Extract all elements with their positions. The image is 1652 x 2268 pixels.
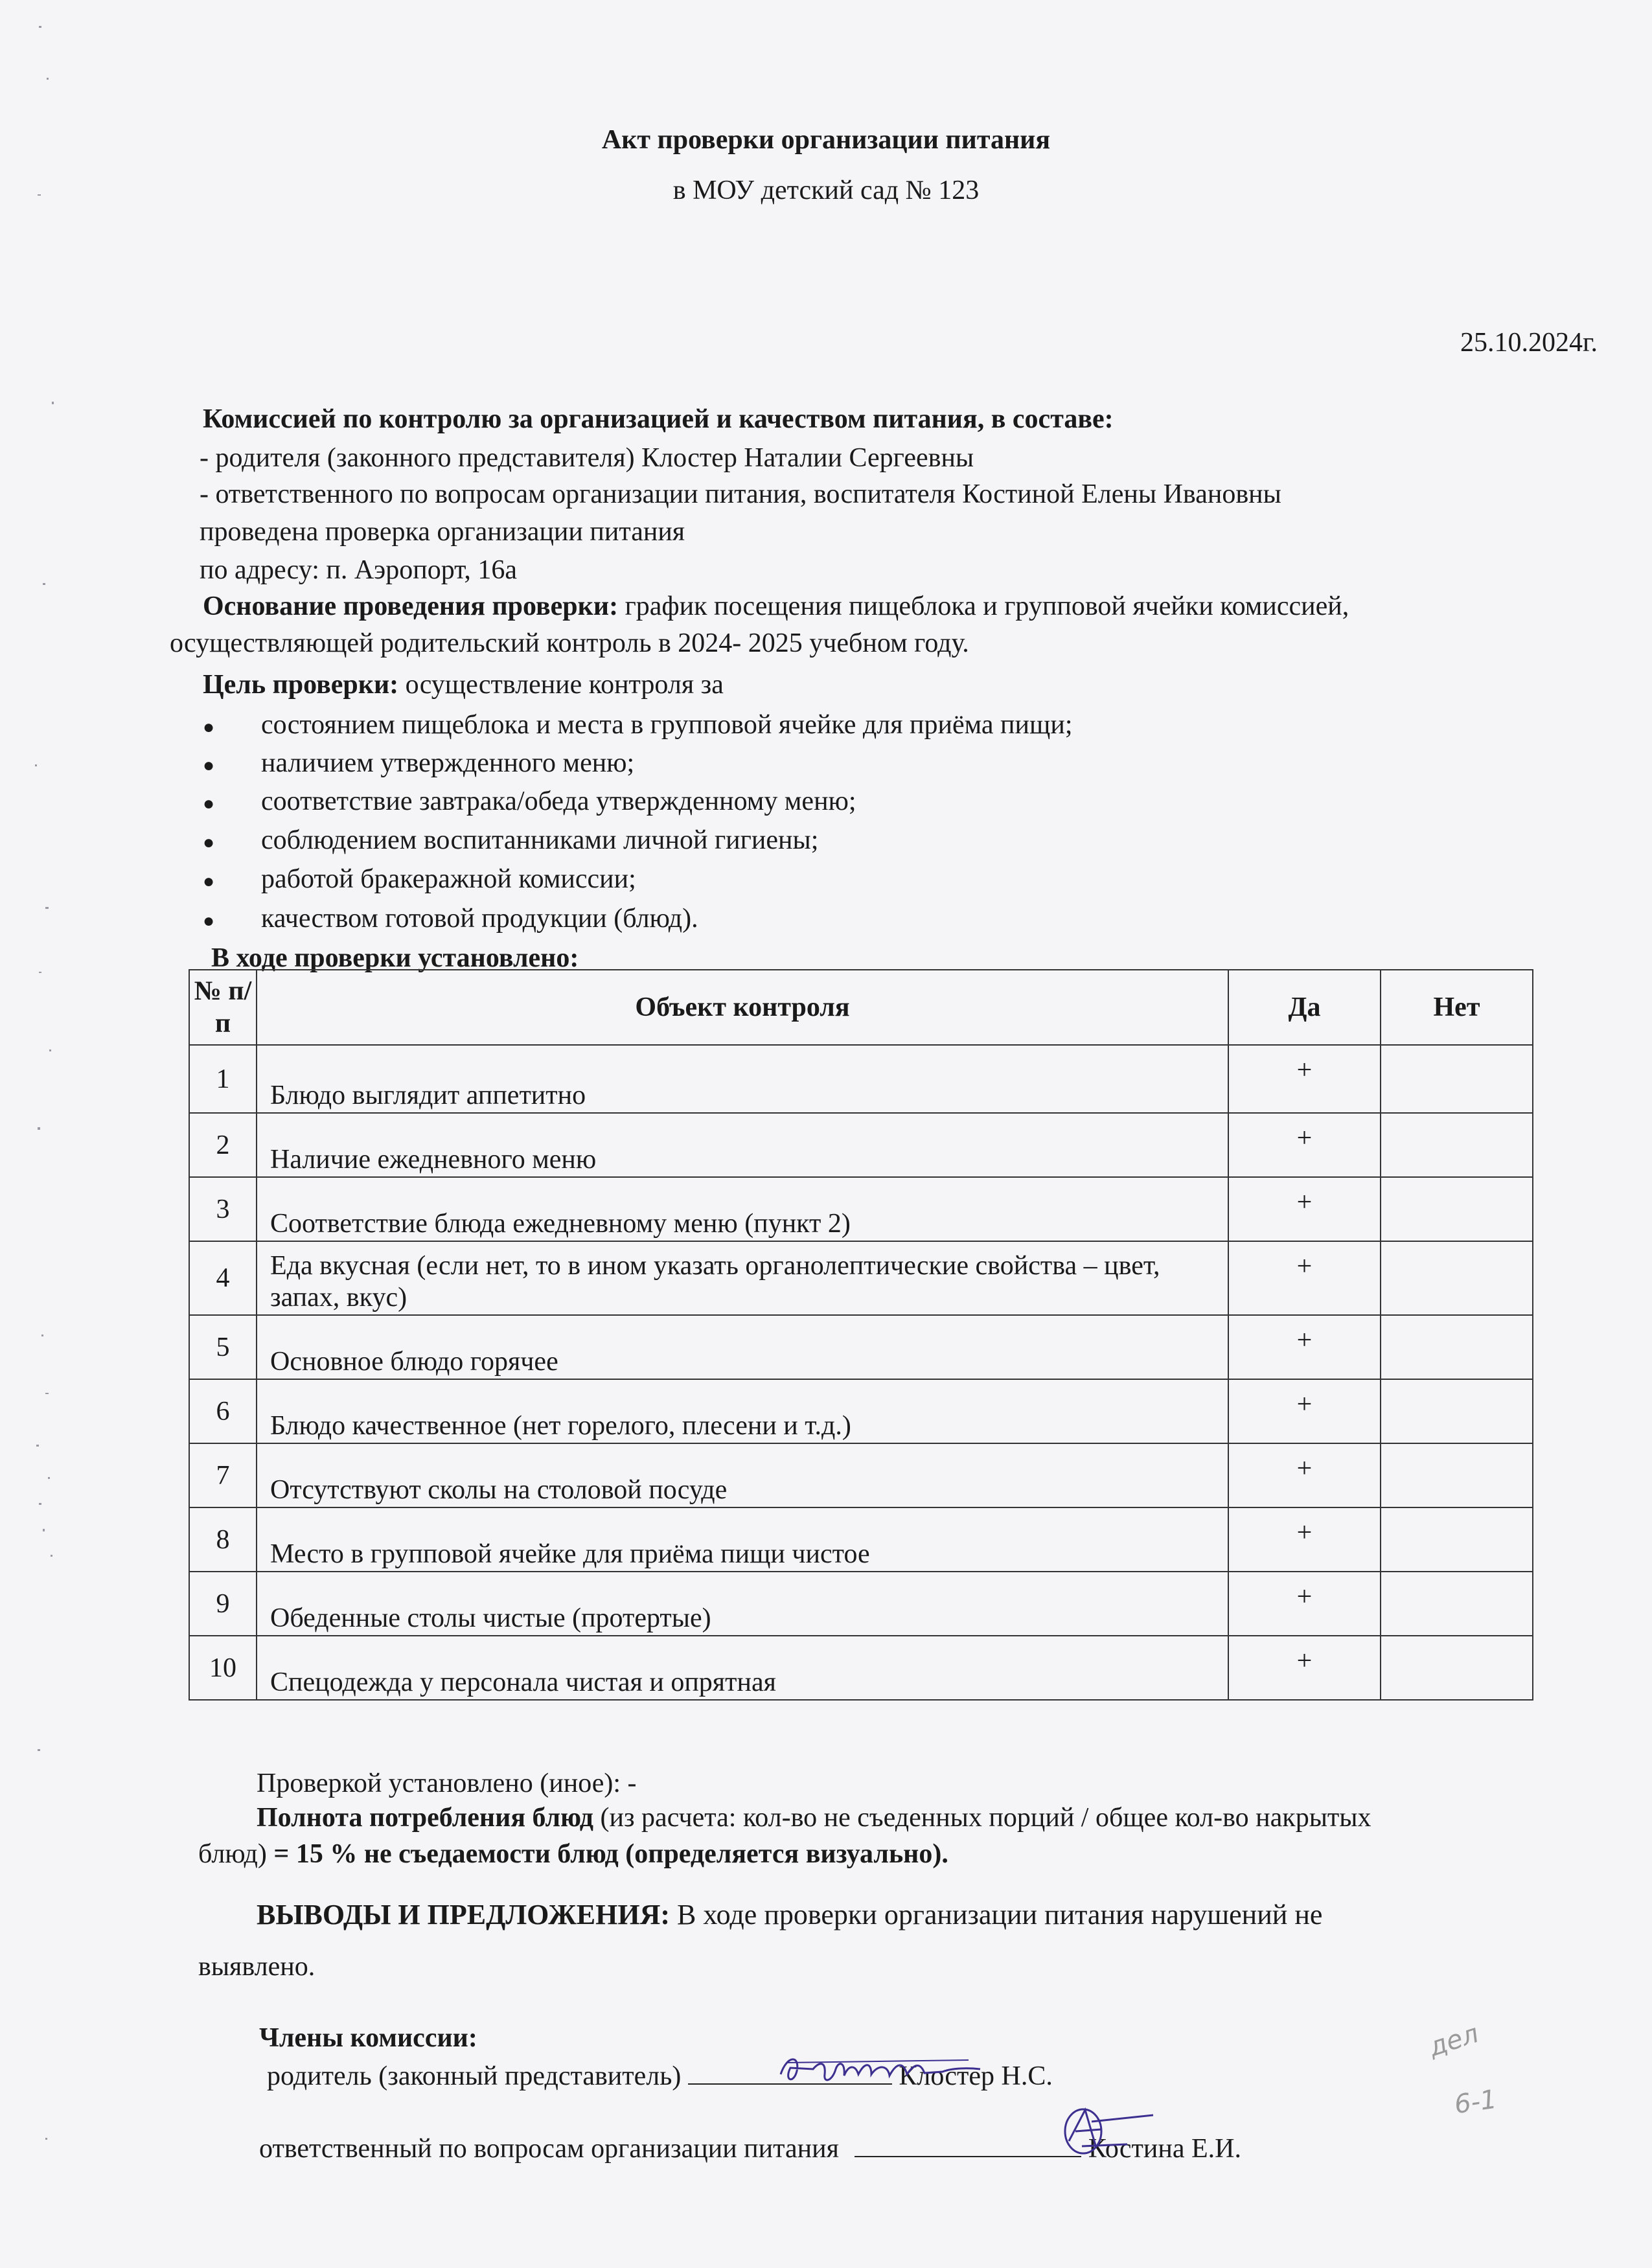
row-no [1381, 1177, 1533, 1241]
consumption-text-1: (из расчета: кол-во не съеденных порций / общее кол-во накрытых [593, 1803, 1371, 1833]
goal-bullet: ● состоянием пищеблока и места в групповой ячейке для приёма пищи; [203, 710, 1073, 740]
commission-performed: проведена проверка организации питания [200, 517, 685, 547]
table-row [189, 1636, 1533, 1700]
row-num: 4 [189, 1241, 257, 1315]
row-yes: + [1228, 1045, 1381, 1113]
goal-bullet: ● соответствие завтрака/обеда утвержденному меню; [203, 786, 856, 816]
consumption-text-2a: блюд) [198, 1839, 274, 1869]
conclusions-line-2: выявлено. [198, 1952, 315, 1982]
row-object: Еда вкусная (если нет, то в ином указать органолептические свойства – цвет, запах, вкус) [257, 1241, 1228, 1315]
findings-heading: В ходе проверки установлено: [211, 943, 579, 973]
row-no [1381, 1315, 1533, 1379]
row-object: Наличие ежедневного меню [257, 1113, 1228, 1177]
basis-line-1 [203, 591, 1349, 622]
row-object: Место в групповой ячейке для приёма пищи чистое [257, 1507, 1228, 1572]
table-row [189, 1572, 1533, 1636]
row-num: 10 [189, 1636, 257, 1700]
row-no [1381, 1045, 1533, 1113]
commission-address: по адресу: п. Аэропорт, 16а [200, 555, 517, 585]
row-object: Отсутствуют сколы на столовой посуде [257, 1443, 1228, 1507]
row-num: 5 [189, 1315, 257, 1379]
row-yes: + [1228, 1636, 1381, 1700]
row-no [1381, 1572, 1533, 1636]
header-yes: Да [1228, 970, 1381, 1045]
row-yes: + [1228, 1507, 1381, 1572]
bullet-dot-icon: ● [203, 871, 215, 892]
bullet-dot-icon: ● [203, 910, 215, 932]
bullet-dot-icon: ● [203, 832, 215, 853]
row-object: Обеденные столы чистые (протертые) [257, 1572, 1228, 1636]
margin-note-2: 6-1 [1452, 2084, 1499, 2120]
header-object: Объект контроля [257, 970, 1228, 1045]
document-date: 25.10.2024г. [1460, 328, 1598, 358]
consumption-line-2 [198, 1838, 948, 1870]
row-no [1381, 1379, 1533, 1443]
row-yes: + [1228, 1572, 1381, 1636]
table-row [189, 1241, 1533, 1315]
consumption-label: Полнота потребления блюд [257, 1803, 593, 1833]
consumption-result: = 15 % не съедаемости блюд (определяется визуально). [273, 1839, 948, 1869]
row-num: 8 [189, 1507, 257, 1572]
goal-text: осуществление контроля за [398, 670, 724, 700]
parent-name: Клостер Н.С. [899, 2061, 1053, 2091]
row-yes: + [1228, 1113, 1381, 1177]
row-object: Блюдо выглядит аппетитно [257, 1045, 1228, 1113]
table-row [189, 1177, 1533, 1241]
goal-line [203, 669, 724, 700]
bullet-dot-icon: ● [203, 755, 215, 776]
row-yes: + [1228, 1241, 1381, 1315]
row-yes: + [1228, 1315, 1381, 1379]
basis-text-1: график посещения пищеблока и групповой ячейки комиссией, [618, 591, 1349, 621]
row-object: Соответствие блюда ежедневному меню (пункт 2) [257, 1177, 1228, 1241]
row-no [1381, 1113, 1533, 1177]
row-num: 7 [189, 1443, 257, 1507]
responsible-role-label: ответственный по вопросам организации питания [259, 2134, 839, 2164]
commission-heading: Комиссией по контролю за организацией и качеством питания, в составе: [203, 404, 1114, 434]
row-num: 6 [189, 1379, 257, 1443]
other-findings: Проверкой установлено (иное): - [257, 1769, 637, 1798]
table-row [189, 1379, 1533, 1443]
row-object: Блюдо качественное (нет горелого, плесени и т.д.) [257, 1379, 1228, 1443]
row-yes: + [1228, 1443, 1381, 1507]
signatures-heading: Члены комиссии: [259, 2023, 477, 2053]
table-header-row [189, 970, 1533, 1045]
basis-line-2: осуществляющей родительский контроль в 2024- 2025 учебном году. [170, 628, 969, 658]
responsible-signature-line [855, 2133, 1081, 2157]
table-row [189, 1315, 1533, 1379]
goal-bullet: ● соблюдением воспитанниками личной гигиены; [203, 825, 819, 855]
commission-member-parent: - родителя (законного представителя) Клостер Наталии Сергеевны [200, 443, 974, 473]
row-yes: + [1228, 1379, 1381, 1443]
document-subtitle: в МОУ детский сад № 123 [672, 176, 980, 205]
responsible-name: Костина Е.И. [1088, 2134, 1241, 2164]
header-no: Нет [1381, 970, 1533, 1045]
parent-signature-image [774, 2048, 988, 2094]
header-num: № п/п [189, 970, 257, 1045]
scan-edge-noise [0, 0, 84, 2268]
row-yes: + [1228, 1177, 1381, 1241]
row-no [1381, 1443, 1533, 1507]
row-object: Основное блюдо горячее [257, 1315, 1228, 1379]
control-table [189, 969, 1533, 1701]
responsible-signature-image [1056, 2102, 1166, 2160]
goal-bullet: ● качеством готовой продукции (блюд). [203, 904, 698, 934]
row-num: 2 [189, 1113, 257, 1177]
goal-bullet: ● работой бракеражной комиссии; [203, 864, 636, 894]
consumption-line-1 [257, 1802, 1371, 1833]
row-no [1381, 1241, 1533, 1315]
table-row [189, 1507, 1533, 1572]
document-title: Акт проверки организации питания [601, 125, 1051, 155]
parent-role-label: родитель (законный представитель) [267, 2061, 682, 2091]
basis-label: Основание проведения проверки: [203, 591, 619, 621]
goal-label: Цель проверки: [203, 670, 399, 700]
row-no [1381, 1636, 1533, 1700]
bullet-dot-icon: ● [203, 716, 215, 738]
goal-bullet: ● наличием утвержденного меню; [203, 748, 635, 778]
table-row [189, 1113, 1533, 1177]
margin-note-1: дел [1425, 2019, 1483, 2063]
conclusions-label: ВЫВОДЫ И ПРЕДЛОЖЕНИЯ: [257, 1899, 670, 1930]
row-no [1381, 1507, 1533, 1572]
row-num: 9 [189, 1572, 257, 1636]
row-num: 3 [189, 1177, 257, 1241]
row-object: Спецодежда у персонала чистая и опрятная [257, 1636, 1228, 1700]
table-row [189, 1045, 1533, 1113]
commission-member-responsible: - ответственного по вопросам организации питания, воспитателя Костиной Елены Ивановны [200, 479, 1281, 509]
table-row [189, 1443, 1533, 1507]
row-num: 1 [189, 1045, 257, 1113]
bullet-dot-icon: ● [203, 793, 215, 814]
conclusions-text-1: В ходе проверки организации питания нарушений не [670, 1899, 1323, 1930]
conclusions-line-1 [257, 1898, 1322, 1931]
